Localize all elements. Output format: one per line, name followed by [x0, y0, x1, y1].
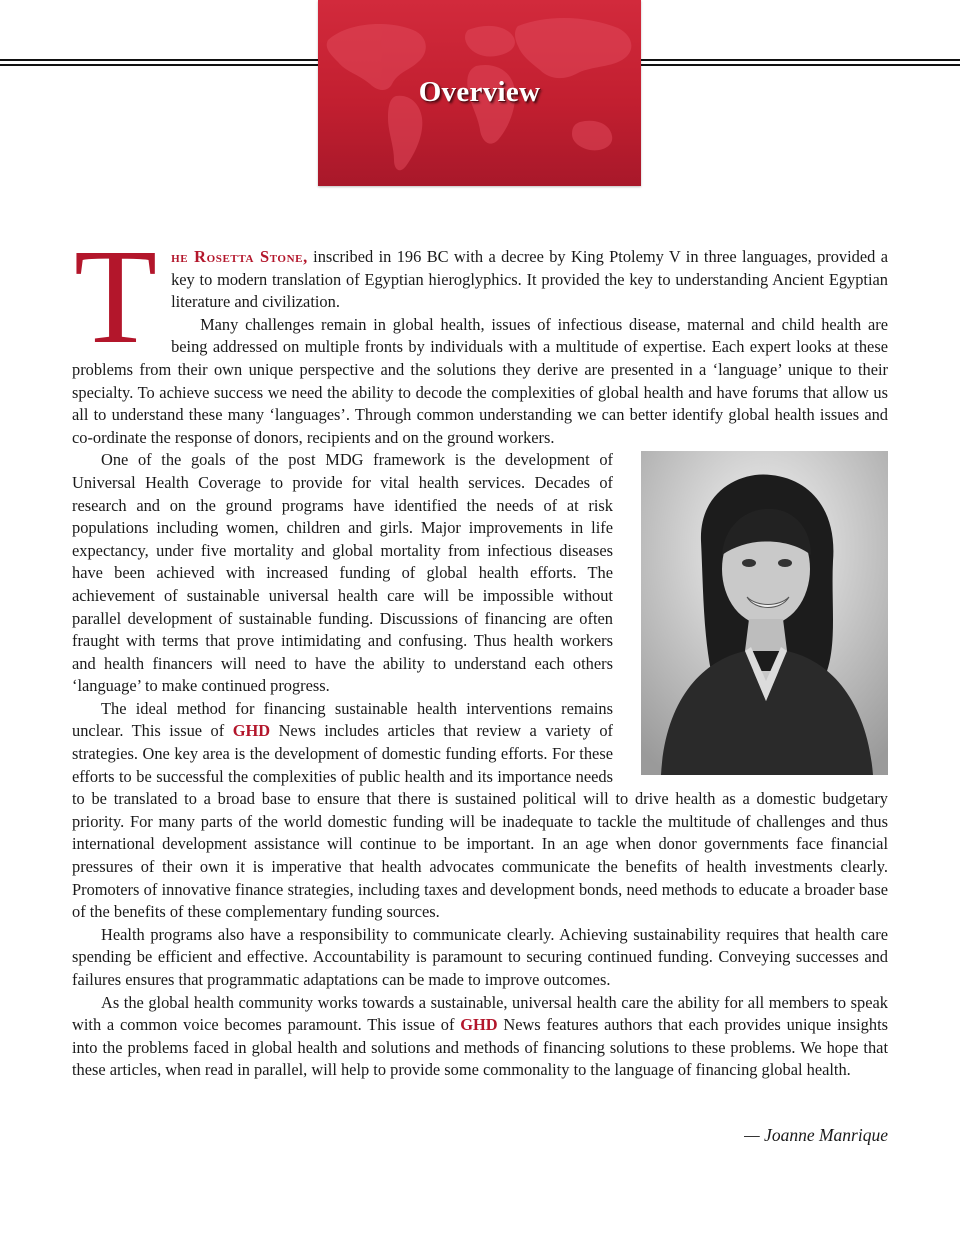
paragraph-4-text-b: News includes articles that review a variety of strategies. One key area is the development of domestic funding efforts. For these efforts to be successful the complexities of public health and its importance needs to be translated to a broad base to ensure that there is sustained political will to drive health as a domestic budgetary priority. For many parts of the world domestic funding will be inadequate to tackle the multitude of challenges and thus international development assistance will continue to be important. In an age when donor governments face financial pressures of their own it is imperative that health advocates communicate the benefits of health investments clearly. Promoters of innovative finance strategies, including taxes and development bonds, need methods to educate a broader base of the benefits of these complementary funding sources. [72, 721, 888, 922]
paragraph-1 [72, 246, 888, 314]
publication-name: GHD [232, 721, 271, 741]
author-signature: — Joanne Manrique [744, 1125, 888, 1145]
paragraph-6 [72, 992, 888, 1082]
drop-cap: T [74, 222, 158, 372]
lead-in-smallcaps: he Rosetta Stone, [171, 247, 308, 266]
paragraph-3 [72, 449, 888, 698]
article-body [72, 222, 889, 1082]
publication-name: GHD [460, 1015, 498, 1035]
author-photo [641, 451, 888, 775]
page-title: Overview [418, 76, 541, 108]
overview-banner [318, 0, 641, 186]
portrait-image [641, 451, 888, 775]
paragraph-1-text: inscribed in 196 BC with a decree by King Ptolemy V in three languages, provided a key to modern translation of Egyptian hieroglyphics. It provided the key to understanding Ancient Egyptian literature and civilization. [171, 247, 888, 312]
paragraph-2: Many challenges remain in global health, issues of infectious disease, maternal and child health are being addressed on multiple fronts by individuals with a multitude of expertise. Each expert looks at these problems from their own unique perspective and the solutions they derive are presented in a ‘language’ unique to their specialty. To achieve success we need the ability to decode the complexities of global health and have forums that allow us all to understand these many ‘languages’. Through common understanding we can better identify global health issues and co-ordinate the response of donors, recipients and on the ground workers. [72, 314, 888, 447]
paragraph-5: Health programs also have a responsibility to communicate clearly. Achieving sustainability requires that health care spending be efficient and effective. Accountability is paramount to securing continued funding. Conveying successes and failures ensures that programmatic adaptations can be made to improve outcomes. [72, 924, 888, 989]
paragraph-4-text-a: The ideal method for financing sustainable health interventions remains unclear. This issue of [72, 698, 613, 741]
paragraph-3-text: One of the goals of the post MDG framework is the development of Universal Health Coverage to provide for vital health services. Decades of research and on the ground programs have identified the needs of at risk populations including women, children and girls. Major improvements in life expectancy, under five mortality and global mortality from infectious diseases have been achieved with increased funding of global health efforts. The achievement of sustainable universal health care will be impossible without parallel development of sustainable funding. Discussions of financing are often fraught with terms that prove intimidating and confusing. Thus health workers and health financers will need to have the ability to understand each others ‘language’ to make continued progress. [72, 450, 613, 696]
paragraph-6-text-b: News features authors that each provides unique insights into the problems faced in global health and solutions and methods of financing solutions to these problems. We hope that these articles, when read in parallel, will help to provide some commonality to the language of financing global health. [72, 1015, 889, 1080]
paragraph-6-text-a: As the global health community works towards a sustainable, universal health care the ability for all members to speak with a common voice becomes paramount. This issue of [72, 992, 888, 1035]
